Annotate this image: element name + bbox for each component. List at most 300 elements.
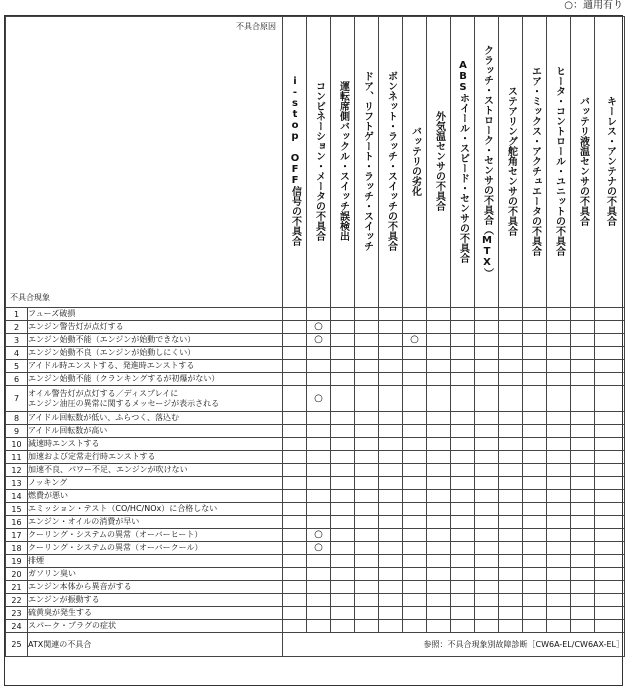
row-number: 5 bbox=[6, 360, 28, 373]
row-label-text: クーリング・システムの異常（オーバークール） bbox=[28, 543, 203, 552]
column-header bbox=[331, 17, 355, 308]
empty-cell bbox=[595, 438, 625, 451]
empty-cell bbox=[427, 477, 451, 490]
row-label-text: アイドル時エンストする、発進時エンストする bbox=[28, 361, 195, 370]
empty-cell bbox=[403, 360, 427, 373]
empty-cell bbox=[355, 347, 379, 360]
empty-cell bbox=[403, 581, 427, 594]
empty-cell bbox=[283, 412, 307, 425]
empty-cell bbox=[595, 386, 625, 412]
empty-cell bbox=[355, 321, 379, 334]
row-label-text: 排煙 bbox=[28, 556, 44, 565]
column-header-label: i-stop OFF信号の不具合 bbox=[289, 76, 301, 246]
empty-cell bbox=[595, 555, 625, 568]
empty-cell bbox=[571, 607, 595, 620]
empty-cell bbox=[451, 542, 475, 555]
table-row bbox=[6, 373, 625, 386]
empty-cell bbox=[379, 542, 403, 555]
row-number: 9 bbox=[6, 425, 28, 438]
empty-cell bbox=[571, 412, 595, 425]
empty-cell bbox=[283, 594, 307, 607]
row-label-text: 加速および定常走行時エンストする bbox=[28, 452, 156, 461]
row-label-text: 硫黄臭が発生する bbox=[28, 608, 92, 617]
table-row bbox=[6, 542, 625, 555]
header-row bbox=[6, 17, 625, 308]
row-label bbox=[28, 360, 283, 373]
empty-cell bbox=[427, 308, 451, 321]
empty-cell bbox=[523, 308, 547, 321]
reference-note: 参照：不具合現象別故障診断［CW6A-EL/CW6AX-EL］ bbox=[283, 633, 625, 657]
empty-cell bbox=[499, 321, 523, 334]
column-header-label: ヒータ・コントロール・ユニットの不具合 bbox=[553, 66, 565, 256]
empty-cell bbox=[355, 412, 379, 425]
empty-cell bbox=[451, 321, 475, 334]
column-header-label: バッテリの劣化 bbox=[409, 126, 421, 196]
empty-cell bbox=[403, 555, 427, 568]
empty-cell bbox=[307, 581, 331, 594]
empty-cell bbox=[451, 477, 475, 490]
row-label-text: クーリング・システムの異常（オーバーヒート） bbox=[28, 530, 203, 539]
table-row bbox=[6, 321, 625, 334]
empty-cell bbox=[379, 581, 403, 594]
empty-cell bbox=[451, 438, 475, 451]
empty-cell bbox=[547, 451, 571, 464]
row-label-text: ノッキング bbox=[28, 478, 68, 487]
empty-cell bbox=[499, 334, 523, 347]
empty-cell bbox=[547, 334, 571, 347]
empty-cell bbox=[403, 425, 427, 438]
empty-cell bbox=[379, 334, 403, 347]
row-number: 3 bbox=[6, 334, 28, 347]
column-header bbox=[427, 17, 451, 308]
empty-cell bbox=[595, 347, 625, 360]
empty-cell bbox=[547, 321, 571, 334]
row-label bbox=[28, 607, 283, 620]
empty-cell bbox=[307, 464, 331, 477]
row-label bbox=[28, 438, 283, 451]
empty-cell bbox=[355, 477, 379, 490]
empty-cell bbox=[475, 438, 499, 451]
empty-cell bbox=[499, 347, 523, 360]
row-label-text: 加速不良、パワー不足、エンジンが吹けない bbox=[28, 465, 188, 474]
empty-cell bbox=[595, 360, 625, 373]
empty-cell bbox=[283, 308, 307, 321]
empty-cell bbox=[571, 321, 595, 334]
empty-cell bbox=[499, 555, 523, 568]
empty-cell bbox=[331, 503, 355, 516]
empty-cell bbox=[523, 568, 547, 581]
table-row bbox=[6, 412, 625, 425]
empty-cell bbox=[355, 620, 379, 633]
empty-cell bbox=[283, 321, 307, 334]
empty-cell bbox=[547, 360, 571, 373]
applicable-mark: ○ bbox=[307, 529, 331, 542]
empty-cell bbox=[379, 464, 403, 477]
empty-cell bbox=[331, 490, 355, 503]
empty-cell bbox=[355, 334, 379, 347]
empty-cell bbox=[595, 321, 625, 334]
empty-cell bbox=[283, 425, 307, 438]
applicable-mark: ○ bbox=[307, 321, 331, 334]
empty-cell bbox=[355, 594, 379, 607]
empty-cell bbox=[475, 516, 499, 529]
empty-cell bbox=[427, 594, 451, 607]
empty-cell bbox=[523, 438, 547, 451]
row-number: 19 bbox=[6, 555, 28, 568]
empty-cell bbox=[595, 581, 625, 594]
empty-cell bbox=[379, 347, 403, 360]
empty-cell bbox=[355, 451, 379, 464]
empty-cell bbox=[451, 347, 475, 360]
empty-cell bbox=[331, 529, 355, 542]
empty-cell bbox=[595, 568, 625, 581]
empty-cell bbox=[451, 490, 475, 503]
empty-cell bbox=[403, 373, 427, 386]
diagnosis-table bbox=[5, 16, 625, 657]
empty-cell bbox=[427, 620, 451, 633]
empty-cell bbox=[331, 594, 355, 607]
empty-cell bbox=[427, 321, 451, 334]
empty-cell bbox=[283, 347, 307, 360]
empty-cell bbox=[403, 347, 427, 360]
empty-cell bbox=[475, 451, 499, 464]
empty-cell bbox=[427, 373, 451, 386]
empty-cell bbox=[355, 373, 379, 386]
empty-cell bbox=[379, 373, 403, 386]
empty-cell bbox=[499, 386, 523, 412]
empty-cell bbox=[379, 568, 403, 581]
empty-cell bbox=[307, 607, 331, 620]
empty-cell bbox=[355, 607, 379, 620]
empty-cell bbox=[307, 373, 331, 386]
empty-cell bbox=[547, 529, 571, 542]
empty-cell bbox=[331, 620, 355, 633]
row-label: ATX関連の不具合 bbox=[28, 633, 283, 657]
row-label bbox=[28, 529, 283, 542]
empty-cell bbox=[427, 529, 451, 542]
empty-cell bbox=[571, 451, 595, 464]
row-label-text: ガソリン臭い bbox=[28, 569, 76, 578]
empty-cell bbox=[595, 334, 625, 347]
empty-cell bbox=[307, 490, 331, 503]
empty-cell bbox=[283, 451, 307, 464]
corner-header bbox=[6, 17, 283, 308]
empty-cell bbox=[331, 347, 355, 360]
row-number: 14 bbox=[6, 490, 28, 503]
empty-cell bbox=[499, 425, 523, 438]
empty-cell bbox=[499, 516, 523, 529]
empty-cell bbox=[379, 412, 403, 425]
empty-cell bbox=[571, 334, 595, 347]
empty-cell bbox=[355, 386, 379, 412]
row-label-text: エンジン始動不能（エンジンが始動できない） bbox=[28, 335, 196, 344]
empty-cell bbox=[379, 438, 403, 451]
empty-cell bbox=[403, 438, 427, 451]
empty-cell bbox=[499, 490, 523, 503]
empty-cell bbox=[523, 412, 547, 425]
table-row bbox=[6, 529, 625, 542]
row-label bbox=[28, 542, 283, 555]
row-number: 2 bbox=[6, 321, 28, 334]
row-number: 8 bbox=[6, 412, 28, 425]
empty-cell bbox=[283, 464, 307, 477]
empty-cell bbox=[331, 464, 355, 477]
row-label-text: アイドル回転数が高い bbox=[28, 426, 108, 435]
empty-cell bbox=[475, 347, 499, 360]
row-label bbox=[28, 568, 283, 581]
row-label bbox=[28, 386, 283, 412]
row-label-text: 燃費が悪い bbox=[28, 491, 68, 500]
empty-cell bbox=[475, 594, 499, 607]
empty-cell bbox=[547, 555, 571, 568]
empty-cell bbox=[523, 360, 547, 373]
empty-cell bbox=[403, 490, 427, 503]
empty-cell bbox=[475, 503, 499, 516]
empty-cell bbox=[547, 373, 571, 386]
empty-cell bbox=[355, 360, 379, 373]
table-row bbox=[6, 516, 625, 529]
empty-cell bbox=[331, 425, 355, 438]
row-label bbox=[28, 594, 283, 607]
empty-cell bbox=[355, 568, 379, 581]
empty-cell bbox=[283, 542, 307, 555]
empty-cell bbox=[499, 373, 523, 386]
row-label bbox=[28, 503, 283, 516]
column-header-label: コンビネーション・メータの不具合 bbox=[313, 81, 325, 241]
empty-cell bbox=[499, 607, 523, 620]
empty-cell bbox=[451, 451, 475, 464]
column-header-label: キーレス・アンテナの不具合 bbox=[604, 96, 616, 226]
empty-cell bbox=[379, 490, 403, 503]
empty-cell bbox=[451, 308, 475, 321]
empty-cell bbox=[307, 555, 331, 568]
row-label bbox=[28, 581, 283, 594]
row-label-text: フューズ破損 bbox=[28, 309, 76, 318]
column-header bbox=[451, 17, 475, 308]
column-header bbox=[355, 17, 379, 308]
empty-cell bbox=[451, 464, 475, 477]
empty-cell bbox=[547, 490, 571, 503]
empty-cell bbox=[403, 308, 427, 321]
row-label bbox=[28, 620, 283, 633]
empty-cell bbox=[451, 373, 475, 386]
empty-cell bbox=[523, 529, 547, 542]
empty-cell bbox=[355, 555, 379, 568]
empty-cell bbox=[451, 529, 475, 542]
empty-cell bbox=[571, 386, 595, 412]
empty-cell bbox=[283, 373, 307, 386]
empty-cell bbox=[307, 438, 331, 451]
empty-cell bbox=[499, 568, 523, 581]
table-row bbox=[6, 555, 625, 568]
empty-cell bbox=[595, 373, 625, 386]
empty-cell bbox=[331, 542, 355, 555]
column-header bbox=[547, 17, 571, 308]
row-label-text-line2: エンジン油圧の異常に関するメッセージが表示される bbox=[28, 398, 220, 408]
row-label bbox=[28, 516, 283, 529]
empty-cell bbox=[403, 620, 427, 633]
empty-cell bbox=[595, 464, 625, 477]
empty-cell bbox=[307, 360, 331, 373]
empty-cell bbox=[283, 477, 307, 490]
empty-cell bbox=[547, 620, 571, 633]
empty-cell bbox=[571, 542, 595, 555]
empty-cell bbox=[595, 607, 625, 620]
column-header-label: クラッチ・ストローク・センサの不具合（MTX） bbox=[481, 44, 493, 278]
empty-cell bbox=[595, 542, 625, 555]
empty-cell bbox=[499, 594, 523, 607]
table-row bbox=[6, 620, 625, 633]
empty-cell bbox=[499, 477, 523, 490]
empty-cell bbox=[475, 529, 499, 542]
empty-cell bbox=[331, 555, 355, 568]
empty-cell bbox=[307, 477, 331, 490]
row-number: 7 bbox=[6, 386, 28, 412]
empty-cell bbox=[379, 620, 403, 633]
empty-cell bbox=[475, 308, 499, 321]
empty-cell bbox=[571, 529, 595, 542]
empty-cell bbox=[427, 334, 451, 347]
row-label-text: エンジン始動不良（エンジンが始動しにくい） bbox=[28, 348, 196, 357]
empty-cell bbox=[595, 412, 625, 425]
row-label-text: 減速時エンストする bbox=[28, 439, 100, 448]
empty-cell bbox=[547, 412, 571, 425]
empty-cell bbox=[499, 412, 523, 425]
empty-cell bbox=[571, 594, 595, 607]
row-label bbox=[28, 477, 283, 490]
empty-cell bbox=[499, 529, 523, 542]
empty-cell bbox=[379, 594, 403, 607]
empty-cell bbox=[331, 477, 355, 490]
empty-cell bbox=[499, 438, 523, 451]
empty-cell bbox=[595, 594, 625, 607]
empty-cell bbox=[571, 503, 595, 516]
table-row bbox=[6, 347, 625, 360]
empty-cell bbox=[523, 321, 547, 334]
empty-cell bbox=[307, 425, 331, 438]
empty-cell bbox=[379, 451, 403, 464]
empty-cell bbox=[403, 477, 427, 490]
applicable-mark: ○ bbox=[403, 334, 427, 347]
empty-cell bbox=[475, 373, 499, 386]
empty-cell bbox=[451, 516, 475, 529]
empty-cell bbox=[499, 581, 523, 594]
empty-cell bbox=[331, 451, 355, 464]
empty-cell bbox=[331, 334, 355, 347]
row-label bbox=[28, 490, 283, 503]
empty-cell bbox=[379, 607, 403, 620]
empty-cell bbox=[571, 438, 595, 451]
empty-cell bbox=[403, 516, 427, 529]
empty-cell bbox=[523, 386, 547, 412]
empty-cell bbox=[595, 477, 625, 490]
empty-cell bbox=[571, 360, 595, 373]
empty-cell bbox=[475, 412, 499, 425]
empty-cell bbox=[427, 568, 451, 581]
empty-cell bbox=[355, 438, 379, 451]
applicable-mark: ○ bbox=[307, 334, 331, 347]
empty-cell bbox=[475, 334, 499, 347]
empty-cell bbox=[571, 477, 595, 490]
empty-cell bbox=[523, 581, 547, 594]
empty-cell bbox=[547, 607, 571, 620]
empty-cell bbox=[331, 516, 355, 529]
table-row bbox=[6, 451, 625, 464]
empty-cell bbox=[355, 308, 379, 321]
row-number: 17 bbox=[6, 529, 28, 542]
empty-cell bbox=[523, 451, 547, 464]
empty-cell bbox=[427, 438, 451, 451]
empty-cell bbox=[427, 555, 451, 568]
empty-cell bbox=[451, 607, 475, 620]
empty-cell bbox=[451, 334, 475, 347]
empty-cell bbox=[499, 542, 523, 555]
empty-cell bbox=[571, 555, 595, 568]
cause-title: 不具合原因 bbox=[236, 22, 276, 31]
row-label-text: エンジンが振動する bbox=[28, 595, 100, 604]
empty-cell bbox=[475, 581, 499, 594]
column-header-label: バッテリ液温センサの不具合 bbox=[577, 96, 589, 226]
table-row bbox=[6, 477, 625, 490]
empty-cell bbox=[451, 555, 475, 568]
empty-cell bbox=[475, 490, 499, 503]
column-header-label: エア・ミックス・アクチュエータの不具合 bbox=[529, 66, 541, 256]
row-label bbox=[28, 555, 283, 568]
empty-cell bbox=[571, 464, 595, 477]
empty-cell bbox=[283, 386, 307, 412]
empty-cell bbox=[403, 321, 427, 334]
empty-cell bbox=[283, 334, 307, 347]
column-header bbox=[403, 17, 427, 308]
empty-cell bbox=[451, 386, 475, 412]
empty-cell bbox=[403, 607, 427, 620]
empty-cell bbox=[547, 542, 571, 555]
empty-cell bbox=[379, 308, 403, 321]
empty-cell bbox=[571, 620, 595, 633]
empty-cell bbox=[571, 490, 595, 503]
row-number: 20 bbox=[6, 568, 28, 581]
empty-cell bbox=[475, 386, 499, 412]
empty-cell bbox=[499, 503, 523, 516]
empty-cell bbox=[427, 581, 451, 594]
empty-cell bbox=[403, 412, 427, 425]
empty-cell bbox=[283, 516, 307, 529]
column-header-label: ボンネット・ラッチ・スイッチの不具合 bbox=[385, 71, 397, 251]
empty-cell bbox=[283, 503, 307, 516]
empty-cell bbox=[307, 347, 331, 360]
empty-cell bbox=[403, 451, 427, 464]
empty-cell bbox=[379, 360, 403, 373]
empty-cell bbox=[523, 503, 547, 516]
row-number: 4 bbox=[6, 347, 28, 360]
empty-cell bbox=[571, 425, 595, 438]
table-row bbox=[6, 607, 625, 620]
empty-cell bbox=[571, 568, 595, 581]
empty-cell bbox=[379, 503, 403, 516]
legend-note: ○：適用有り bbox=[564, 0, 623, 11]
column-header bbox=[307, 17, 331, 308]
table-row bbox=[6, 503, 625, 516]
row-number: 11 bbox=[6, 451, 28, 464]
table-row bbox=[6, 581, 625, 594]
empty-cell bbox=[547, 594, 571, 607]
column-header bbox=[475, 17, 499, 308]
empty-cell bbox=[355, 425, 379, 438]
empty-cell bbox=[283, 360, 307, 373]
row-label bbox=[28, 464, 283, 477]
row-label-text: エミッション・テスト（CO/HC/NOx）に合格しない bbox=[28, 504, 218, 513]
table-row-atx bbox=[6, 633, 625, 657]
